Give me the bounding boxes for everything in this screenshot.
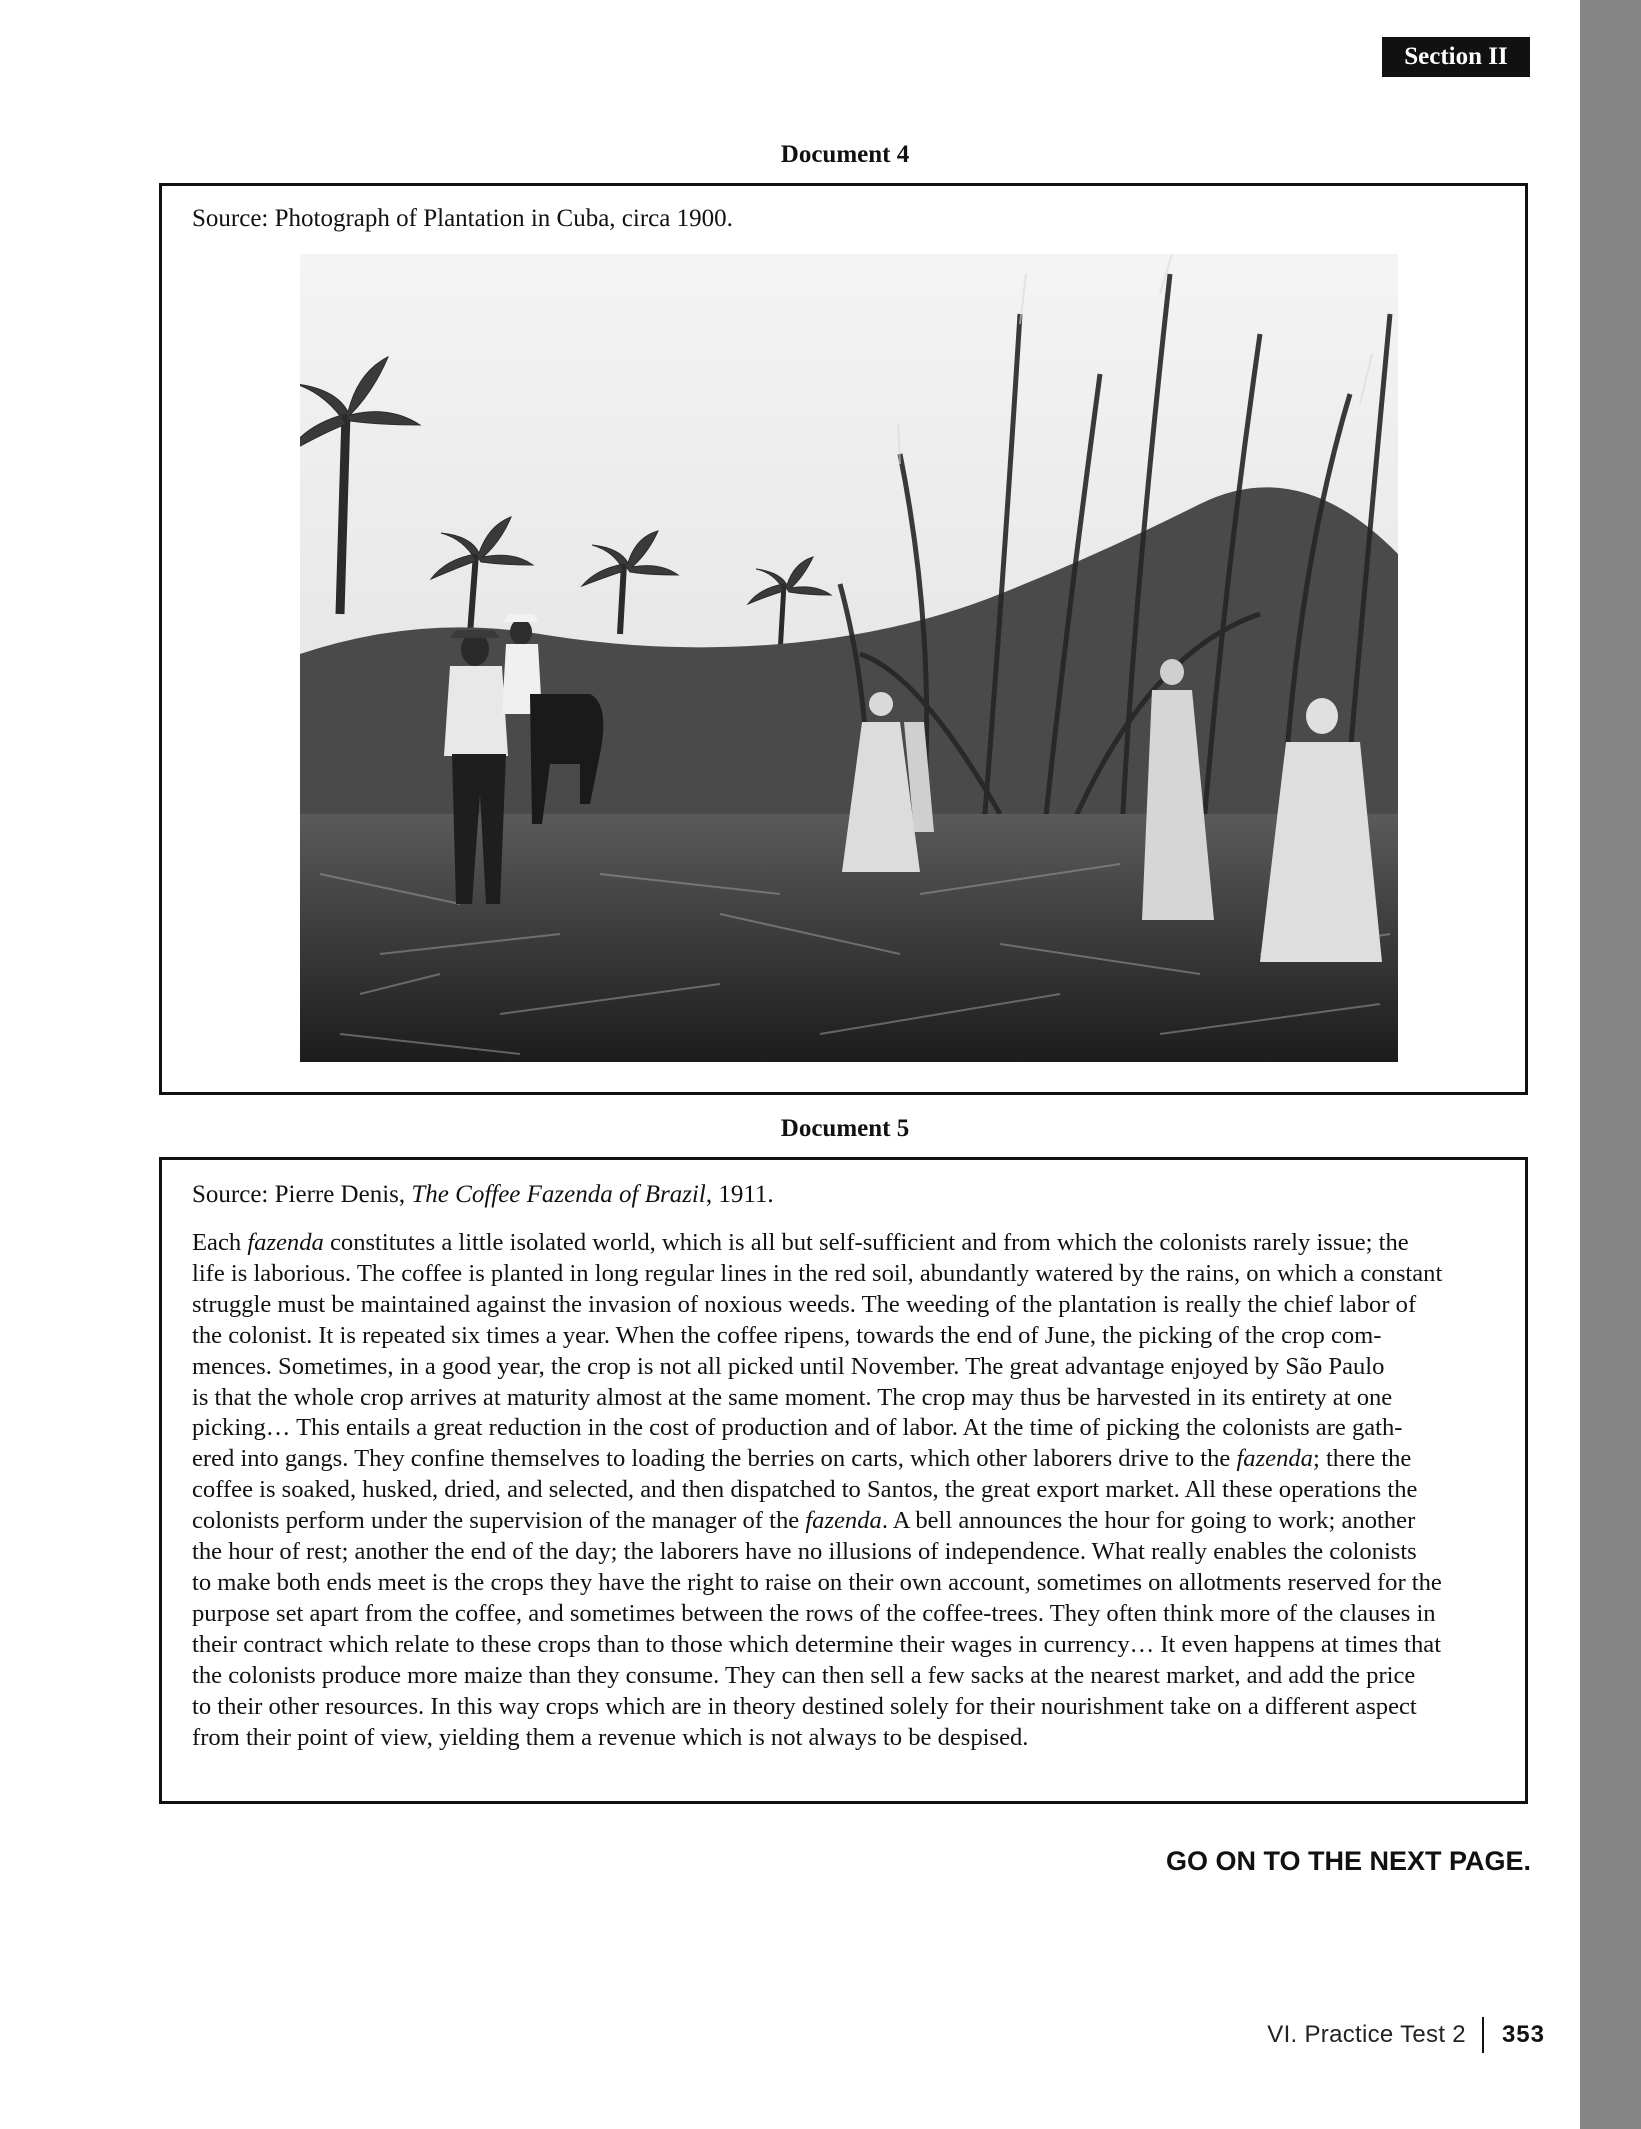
page-footer [1100,2015,1545,2055]
page-edge-bar [1580,0,1641,2129]
passage-text: struggle must be maintained against the invasion of noxious weeds. The weeding of the plantation is really the chief labor of [192,1290,1417,1318]
passage-line [192,1568,1502,1599]
passage-text: ered into gangs. They confine themselves to loading the berries on carts, which other laborers drive to the [192,1445,1237,1473]
passage-text: . A bell announces the hour for going to work; another [881,1507,1416,1535]
passage-text: ; there the [1312,1445,1412,1473]
passage-line [192,1321,1502,1352]
passage-line [192,1290,1502,1321]
passage-text: colonists perform under the supervision of the manager of the [192,1507,806,1535]
source-prefix: Source: Pierre Denis, [192,1181,412,1208]
passage-line [192,1228,1502,1259]
document-4-box [159,183,1528,1095]
passage-text: to make both ends meet is the crops they have the right to raise on their own account, sometimes on allotments reserved for the [192,1568,1442,1596]
passage-text: the colonists produce more maize than they consume. They can then sell a few sacks at the nearest market, and add the price [192,1661,1416,1689]
go-on-notice: GO ON TO THE NEXT PAGE. [1165,1846,1531,1876]
passage-text: constitutes a little isolated world, which is all but self-sufficient and from which the colonists rarely issue; the [323,1229,1409,1256]
passage-line [192,1599,1502,1630]
passage-text: life is laborious. The coffee is planted in long regular lines in the red soil, abundantly watered by the rains, on which a constant [192,1259,1443,1287]
passage-line [192,1661,1502,1692]
page-number: 353 [1501,2021,1545,2048]
passage-text: from their point of view, yielding them a revenue which is not always to be despised. [192,1723,1029,1751]
passage-line [192,1475,1502,1506]
plantation-photo [300,254,1398,1062]
passage-italic: fazenda [1236,1445,1313,1473]
passage-text: their contract which relate to these crops than to those which determine their wages in currency… It even happens at times that [192,1630,1442,1658]
footer-divider [1482,2017,1484,2053]
document-5-passage [192,1228,1502,1753]
passage-line [192,1352,1502,1383]
passage-text: Each [192,1229,248,1256]
document-5-box [159,1157,1528,1804]
passage-text: the colonist. It is repeated six times a year. When the coffee ripens, towards the end of June, the picking of the crop com- [192,1321,1382,1349]
passage-line [192,1692,1502,1723]
passage-line [192,1630,1502,1661]
section-tab: Section II [1382,37,1530,77]
passage-text: is that the whole crop arrives at maturity almost at the same moment. The crop may thus be harvested in its entirety at one [192,1383,1393,1411]
passage-line [192,1444,1502,1475]
passage-text: mences. Sometimes, in a good year, the crop is not all picked until November. The great advantage enjoyed by São Paulo [192,1352,1385,1380]
document-4-source: Source: Photograph of Plantation in Cuba, circa 1900. [192,205,733,232]
document-5-source [192,1180,774,1210]
passage-italic: fazenda [247,1229,324,1256]
document-5-heading: Document 5 [780,1115,910,1142]
source-suffix: , 1911. [705,1181,774,1208]
passage-line [192,1506,1502,1537]
passage-text: purpose set apart from the coffee, and sometimes between the rows of the coffee-trees. They often think more of the clauses in [192,1599,1436,1627]
passage-line [192,1723,1502,1754]
passage-italic: fazenda [805,1507,882,1535]
passage-line [192,1537,1502,1568]
passage-text: to their other resources. In this way crops which are in theory destined solely for their nourishment take on a different aspect [192,1692,1417,1720]
passage-line [192,1259,1502,1290]
source-title: The Coffee Fazenda of Brazil [411,1181,706,1208]
passage-text: picking… This entails a great reduction in the cost of production and of labor. At the time of picking the colonists are gath- [192,1414,1403,1442]
passage-line [192,1413,1502,1444]
document-4-heading: Document 4 [780,141,910,168]
footer-label: VI. Practice Test 2 [1267,2021,1466,2048]
passage-line [192,1383,1502,1414]
passage-text: the hour of rest; another the end of the day; the laborers have no illusions of independence. What really enables the colonists [192,1538,1417,1566]
passage-text: coffee is soaked, husked, dried, and selected, and then dispatched to Santos, the great export market. All these operations the [192,1476,1418,1504]
